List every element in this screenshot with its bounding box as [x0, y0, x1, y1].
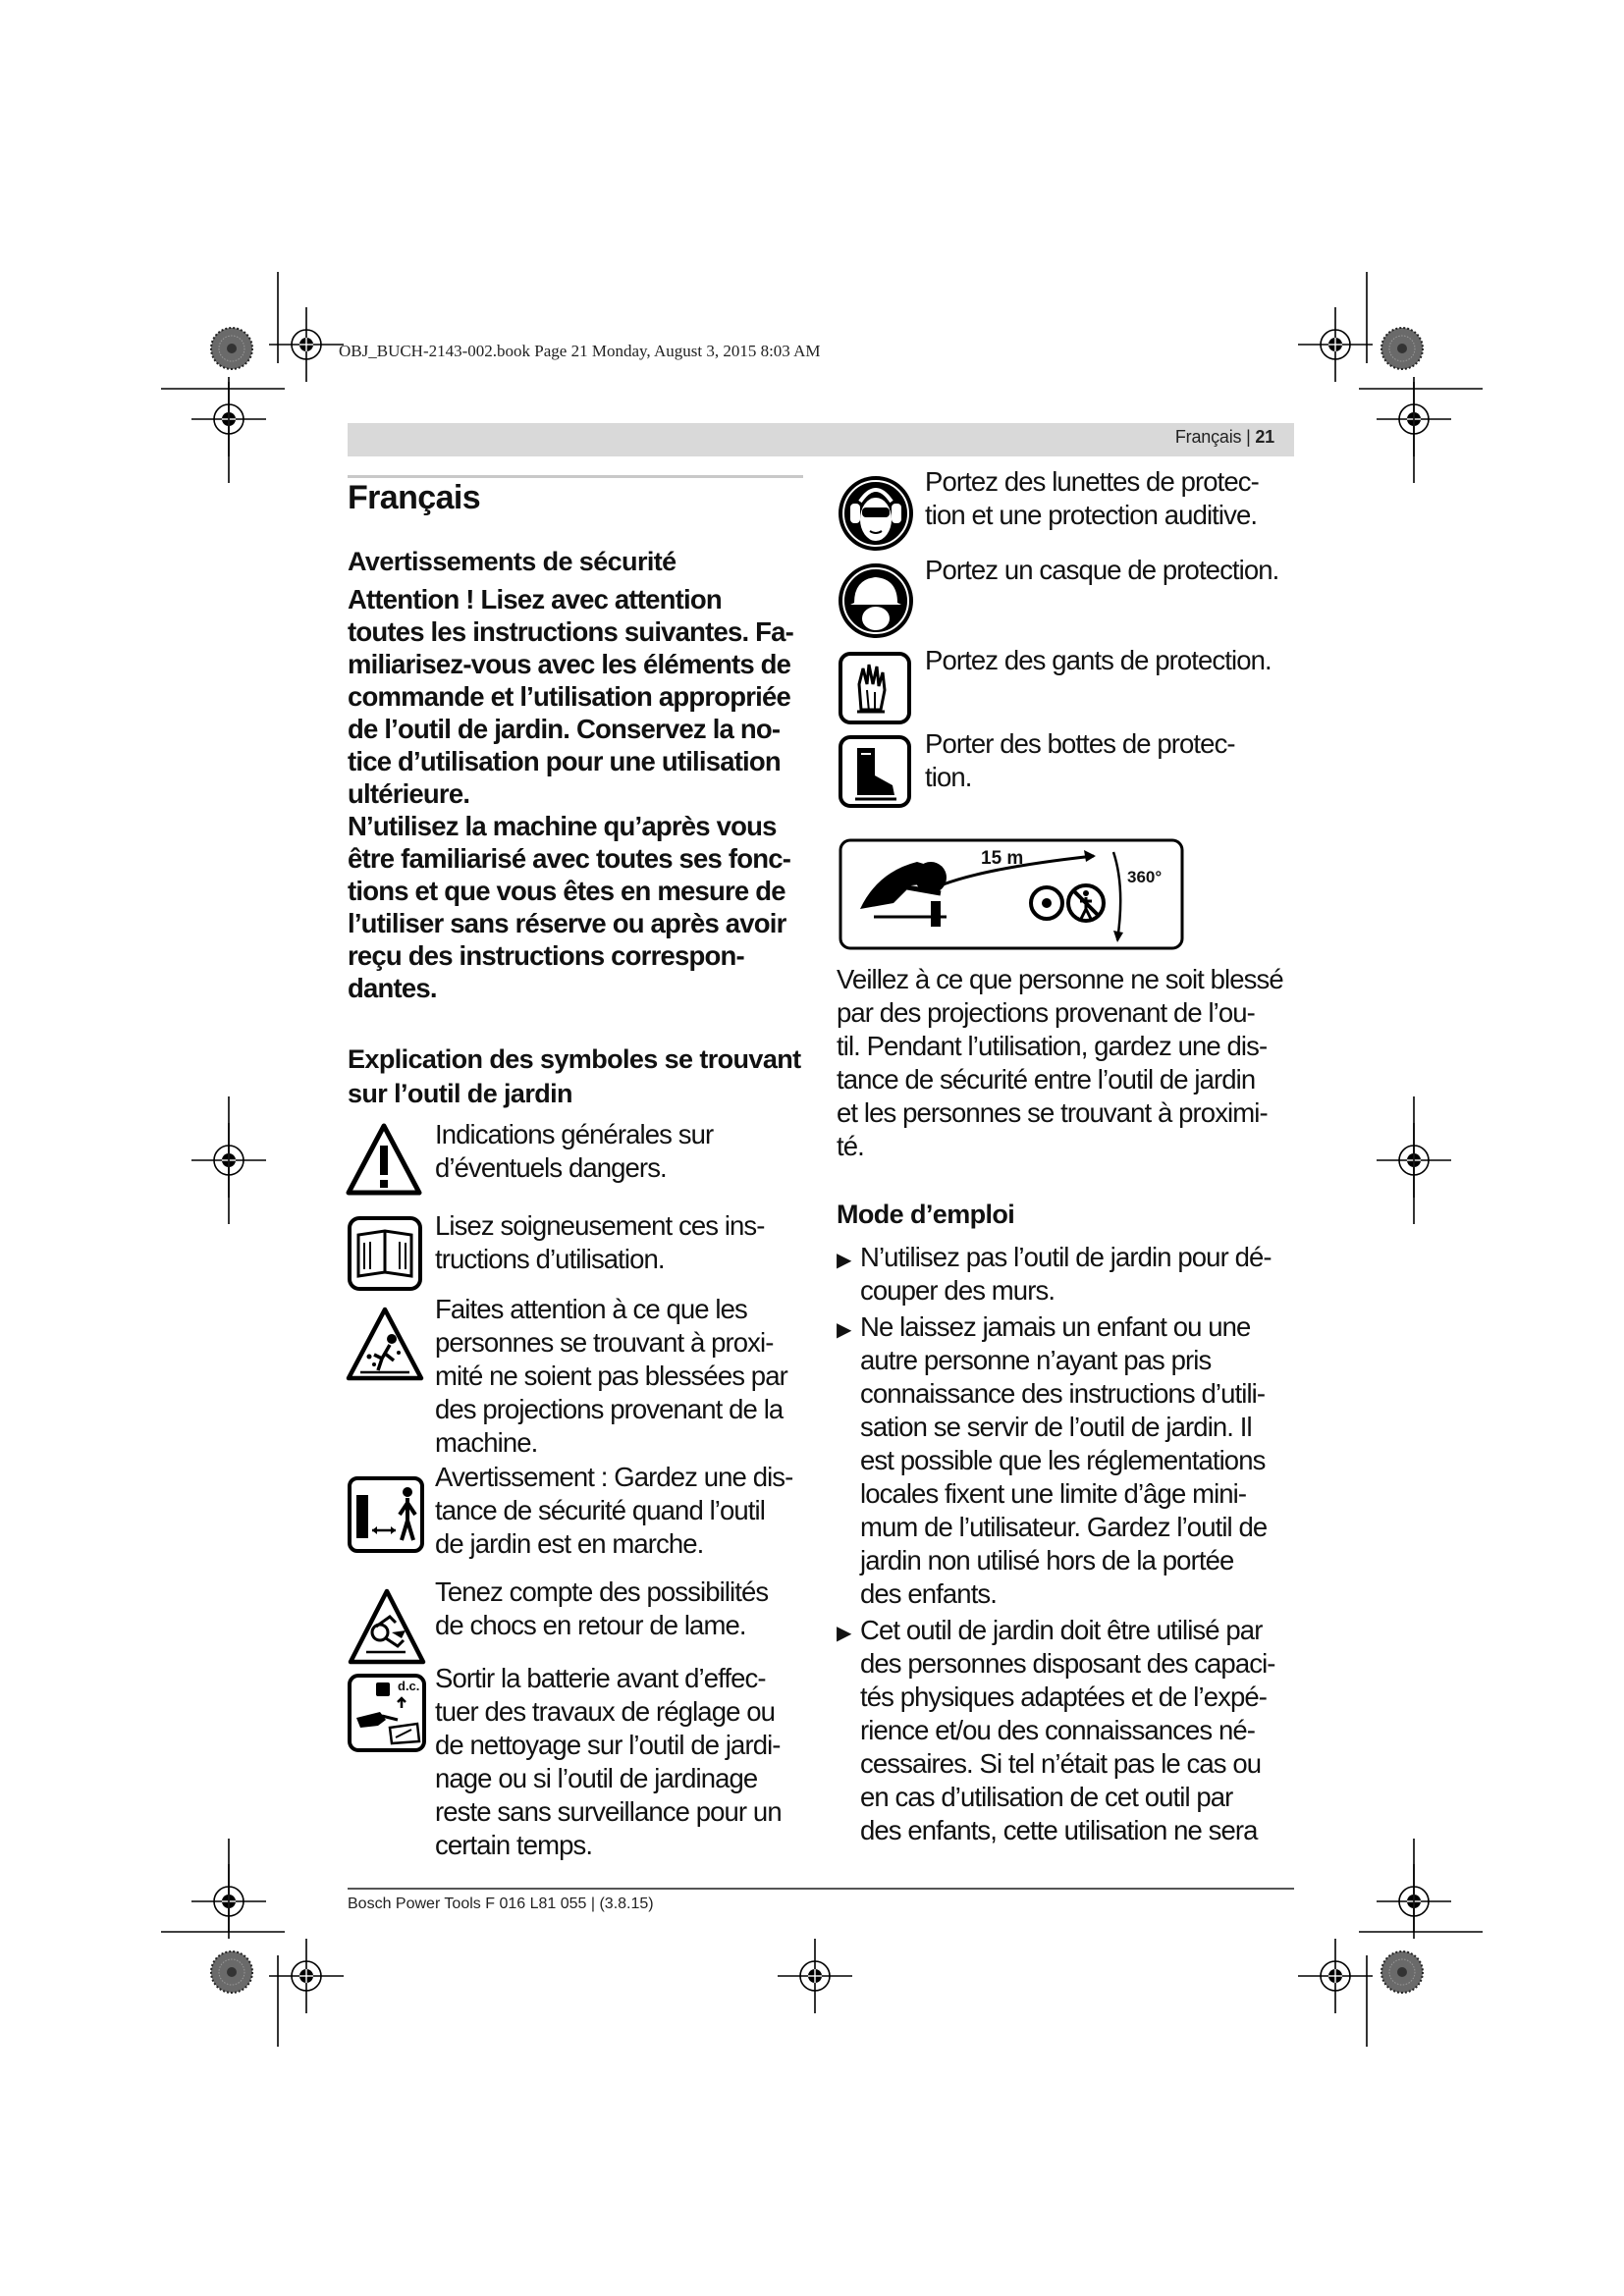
safety-heading: Avertissements de sécurité: [348, 547, 677, 576]
paragraph-line: til. Pendant l’utilisation, gardez une dis-: [837, 1031, 1268, 1061]
attention-line: toutes les instructions suivantes. Fa-: [348, 616, 794, 647]
header-separator: |: [1241, 427, 1256, 447]
symbol-line: Indications générales sur: [435, 1119, 714, 1149]
distance-paragraph: [837, 963, 1283, 1163]
symbol-text-read-manual: [435, 1209, 765, 1276]
symbol-line: mité ne soient pas blessées par: [435, 1361, 787, 1391]
angle-label: 360°: [1127, 868, 1163, 886]
symbol-line: Tenez compte des possibilités: [435, 1576, 769, 1607]
attention-line: reçu des instructions correspon-: [348, 940, 744, 971]
footer-rule: [348, 1888, 1294, 1890]
symbol-line: tance de sécurité quand l’outil: [435, 1495, 765, 1525]
page-number: 21: [1255, 427, 1274, 447]
boots-icon: [838, 734, 912, 809]
ppe-line: Portez des lunettes de protec-: [925, 466, 1259, 497]
bullet-line: N’utilisez pas l’outil de jardin pour dé-: [860, 1242, 1272, 1272]
symbol-line: reste sans surveillance pour un: [435, 1796, 782, 1827]
ppe-text-eye-ear: [925, 465, 1259, 532]
list-item: [837, 1310, 1275, 1611]
paragraph-line: par des projections provenant de l’ou-: [837, 997, 1255, 1028]
attention-line: dantes.: [348, 973, 437, 1003]
flying-debris-icon: [345, 1306, 425, 1384]
paragraph-line: Veillez à ce que personne ne soit blessé: [837, 964, 1283, 994]
symbols-heading-line: Explication des symboles se trouvant: [348, 1044, 801, 1074]
attention-line: miliarisez-vous avec les éléments de: [348, 649, 791, 679]
symbol-line: Avertissement : Gardez une dis-: [435, 1462, 793, 1492]
attention-line: l’utiliser sans réserve ou après avoir: [348, 908, 786, 938]
safety-distance-icon: [347, 1475, 425, 1554]
bullet-line: autre personne n’ayant pas pris: [860, 1345, 1212, 1375]
ppe-line: Porter des bottes de protec-: [925, 728, 1235, 759]
header-language: Français: [1174, 427, 1242, 447]
bullet-line: tés physiques adaptées et de l’expé-: [860, 1682, 1268, 1712]
symbols-heading-line: sur l’outil de jardin: [348, 1079, 572, 1108]
symbol-line: de chocs en retour de lame.: [435, 1610, 746, 1640]
bullet-line: rience et/ou des connaissances né-: [860, 1715, 1256, 1745]
bullet-line: Cet outil de jardin doit être utilisé par: [860, 1615, 1263, 1645]
bullet-marker: ▶: [837, 1623, 852, 1644]
bullet-line: cessaires. Si tel n’était pas le cas ou: [860, 1748, 1262, 1779]
symbol-text-flying-debris: [435, 1293, 787, 1460]
attention-line: ultérieure.: [348, 778, 470, 809]
eye-ear-protection-icon: [837, 474, 915, 553]
bullet-line: en cas d’utilisation de cet outil par: [860, 1782, 1233, 1812]
bullet-marker: ▶: [837, 1319, 852, 1341]
ppe-line: Portez un casque de protection.: [925, 555, 1279, 585]
bullet-line: connaissance des instructions d’utili-: [860, 1378, 1266, 1409]
bullet-marker: ▶: [837, 1250, 852, 1271]
attention-block: [348, 583, 793, 1004]
symbol-line: Faites attention à ce que les: [435, 1294, 747, 1324]
list-item: [837, 1614, 1275, 1847]
symbol-text-remove-battery: [435, 1662, 782, 1862]
bullet-line: couper des murs.: [860, 1275, 1056, 1306]
attention-line: tice d’utilisation pour une utilisation: [348, 746, 781, 776]
paragraph-line: et les personnes se trouvant à proximi-: [837, 1097, 1268, 1128]
bullet-line: est possible que les réglementations: [860, 1445, 1266, 1475]
symbol-line: Lisez soigneusement ces ins-: [435, 1210, 765, 1241]
ppe-text-boots: [925, 727, 1235, 794]
page-header-bar: [348, 423, 1294, 456]
distance-label: 15 m: [981, 848, 1024, 869]
bullet-line: Ne laissez jamais un enfant ou une: [860, 1311, 1251, 1342]
symbol-line: nage ou si l’outil de jardinage: [435, 1763, 758, 1793]
symbol-line: Sortir la batterie avant d’effec-: [435, 1663, 766, 1693]
paragraph-line: tance de sécurité entre l’outil de jardin: [837, 1064, 1256, 1095]
bullet-line: locales fixent une limite d’âge mini-: [860, 1478, 1247, 1509]
section-title: Français: [348, 479, 481, 516]
symbol-text-safety-distance: [435, 1461, 792, 1561]
ppe-text-gloves: [925, 644, 1272, 677]
attention-line: N’utilisez la machine qu’après vous: [348, 811, 777, 841]
list-item: [837, 1241, 1275, 1308]
attention-line: tions et que vous êtes en mesure de: [348, 876, 785, 906]
symbol-line: tructions d’utilisation.: [435, 1244, 665, 1274]
symbol-text-general-warning: [435, 1118, 713, 1185]
bullet-line: des enfants.: [860, 1578, 998, 1609]
ppe-text-helmet: [925, 554, 1278, 587]
blade-kickback-icon: [347, 1587, 427, 1668]
bullet-line: sation se servir de l’outil de jardin. Il: [860, 1412, 1252, 1442]
print-info: OBJ_BUCH-2143-002.book Page 21 Monday, August 3, 2015 8:03 AM: [339, 342, 821, 360]
symbols-heading: [348, 1042, 801, 1111]
page-footer: Bosch Power Tools F 016 L81 055 | (3.8.15): [348, 1896, 654, 1912]
page-header-text: [1175, 427, 1274, 448]
attention-line: Attention ! Lisez avec attention: [348, 584, 722, 614]
bullet-line: des enfants, cette utilisation ne sera: [860, 1815, 1258, 1845]
paragraph-line: té.: [837, 1131, 864, 1161]
battery-icon-label: d.c.: [398, 1679, 420, 1693]
symbol-line: de nettoyage sur l’outil de jardi-: [435, 1730, 781, 1760]
read-manual-icon: [347, 1215, 423, 1292]
bullet-line: mum de l’utilisateur. Gardez l’outil de: [860, 1512, 1268, 1542]
ppe-line: tion.: [925, 762, 972, 792]
remove-battery-icon: [347, 1673, 427, 1753]
symbol-text-blade-kickback: [435, 1575, 768, 1642]
safety-distance-figure: [839, 838, 1184, 950]
bullet-line: jardin non utilisé hors de la portée: [860, 1545, 1234, 1575]
attention-line: commande et l’utilisation appropriée: [348, 681, 791, 712]
symbol-line: personnes se trouvant à proxi-: [435, 1327, 774, 1358]
bullet-line: des personnes disposant des capaci-: [860, 1648, 1275, 1679]
ppe-line: Portez des gants de protection.: [925, 645, 1272, 675]
mode-heading: Mode d’emploi: [837, 1200, 1015, 1229]
helmet-icon: [837, 561, 915, 640]
bullet-list: [837, 1241, 1275, 1847]
warning-triangle-icon: [345, 1120, 423, 1199]
symbol-line: d’éventuels dangers.: [435, 1152, 667, 1183]
symbol-line: de jardin est en marche.: [435, 1528, 704, 1559]
section-rule: [348, 475, 803, 478]
attention-line: de l’outil de jardin. Conservez la no-: [348, 714, 781, 744]
symbol-line: certain temps.: [435, 1830, 593, 1860]
attention-line: être familiarisé avec toutes ses fonc-: [348, 843, 791, 874]
gloves-icon: [838, 651, 912, 725]
symbol-line: des projections provenant de la: [435, 1394, 784, 1424]
symbol-line: machine.: [435, 1427, 538, 1458]
symbol-line: tuer des travaux de réglage ou: [435, 1696, 776, 1727]
ppe-line: tion et une protection auditive.: [925, 500, 1258, 530]
